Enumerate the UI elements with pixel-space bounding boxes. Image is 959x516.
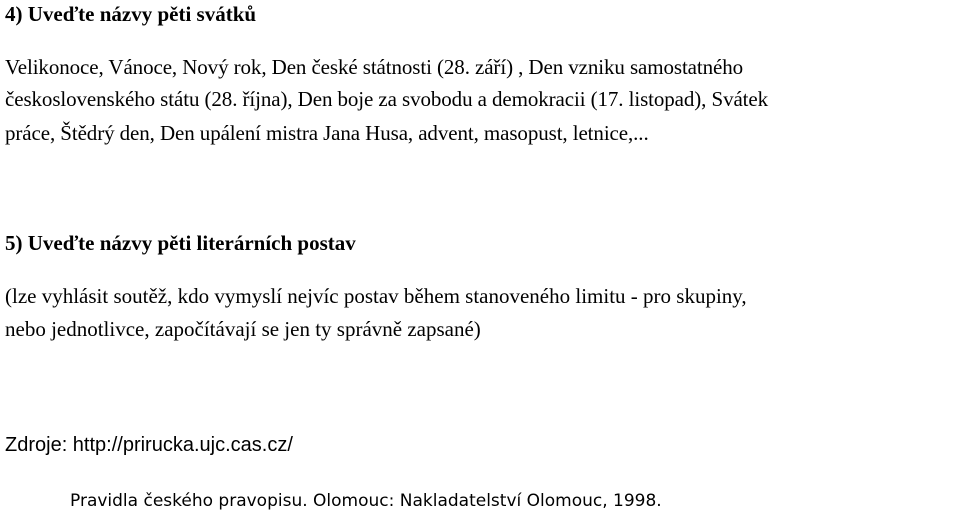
section-5-line-1: (lze vyhlásit soutěž, kdo vymyslí nejvíc postav během stanoveného limitu - pro skupiny, [5, 284, 747, 308]
section-4-line-2: československého státu (28. října), Den boje za svobodu a demokracii (17. listopad), Svátek [5, 87, 769, 111]
source-line: Zdroje: http://prirucka.ujc.cas.cz/ [5, 434, 293, 456]
section-5-line-2: nebo jednotlivce, započítávají se jen ty správně zapsané) [5, 317, 481, 341]
section-4-line-3: práce, Štědrý den, Den upálení mistra Jana Husa, advent, masopust, letnice,... [5, 121, 649, 145]
bibliographic-citation: Pravidla českého pravopisu. Olomouc: Nakladatelství Olomouc, 1998. [70, 491, 662, 511]
section-4-heading: 4) Uveďte názvy pěti svátků [5, 2, 257, 26]
section-4-line-1: Velikonoce, Vánoce, Nový rok, Den české státnosti (28. září) , Den vzniku samostatného [5, 55, 744, 79]
section-5-heading: 5) Uveďte názvy pěti literárních postav [5, 231, 356, 255]
